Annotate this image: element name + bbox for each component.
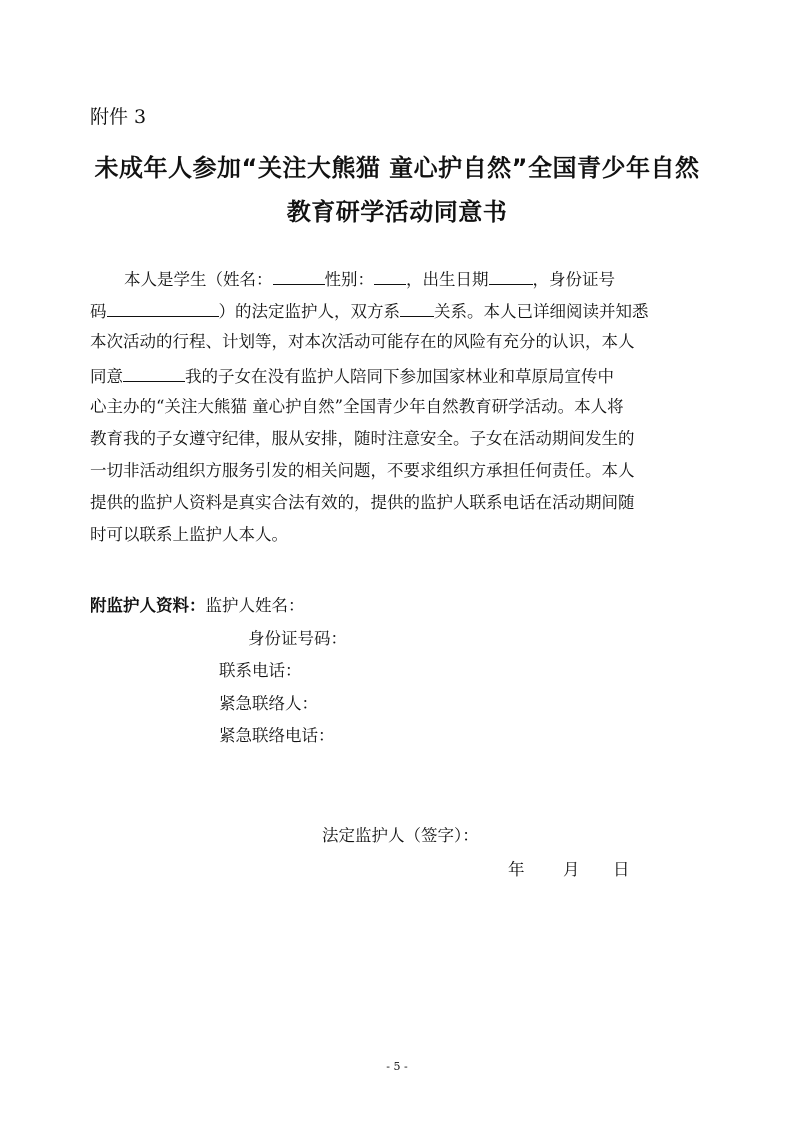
body-text: 关系。本人已详细阅读并知悉 [434, 302, 649, 321]
body-line-8: 提供的监护人资料是真实合法有效的，提供的监护人联系电话在活动期间随 [90, 493, 635, 512]
document-title-line-2: 教育研学活动同意书 [286, 198, 508, 226]
body-line-6: 教育我的子女遵守纪律，服从安排，随时注意安全。子女在活动期间发生的 [90, 429, 635, 448]
signature-label: 法定监护人（签字）： [322, 826, 479, 845]
student-name-blank[interactable] [273, 268, 325, 285]
body-text: 我的子女在没有监护人陪同下参加国家林业和草原局宣传中 [185, 367, 614, 386]
body-text: ，出生日期 [406, 270, 489, 289]
body-line-4 [90, 365, 614, 387]
birth-date-blank[interactable] [489, 268, 533, 285]
relationship-blank[interactable] [400, 300, 434, 317]
body-text: 本人是学生（姓名： [124, 270, 273, 289]
date-month: 月 [563, 860, 580, 879]
document-title-line-1: 未成年人参加“关注大熊猫 童心护自然”全国青少年自然 [94, 154, 700, 182]
body-text: 码 [90, 302, 107, 321]
guardian-id-label: 身份证号码： [248, 629, 347, 648]
date-day: 日 [613, 860, 630, 879]
body-line-1 [124, 268, 615, 290]
body-line-5: 心主办的“关注大熊猫 童心护自然”全国青少年自然教育研学活动。本人将 [90, 397, 624, 416]
guardian-phone-label: 联系电话： [219, 661, 302, 680]
attachment-label: 附件 3 [90, 106, 147, 128]
body-line-9: 时可以联系上监护人本人。 [90, 525, 288, 544]
guardian-heading: 附监护人资料： [90, 596, 206, 615]
consent-name-blank[interactable] [123, 365, 185, 382]
body-line-7: 一切非活动组织方服务引发的相关问题，不要求组织方承担任何责任。本人 [90, 461, 635, 480]
guardian-name-label: 监护人姓名： [205, 596, 305, 615]
emergency-phone-label: 紧急联络电话： [219, 726, 335, 745]
body-line-3: 本次活动的行程、计划等，对本次活动可能存在的风险有充分的认识，本人 [90, 332, 635, 351]
page-number: - 5 - [386, 1060, 408, 1073]
body-text: ）的法定监护人，双方系 [218, 302, 400, 321]
body-text: 同意 [90, 367, 123, 386]
gender-blank[interactable] [374, 268, 406, 285]
body-text: 性别： [324, 270, 374, 289]
id-number-blank[interactable] [107, 300, 219, 317]
body-text: ，身份证号 [532, 270, 615, 289]
emergency-contact-label: 紧急联络人： [219, 694, 318, 713]
date-year: 年 [508, 860, 525, 879]
body-line-2 [90, 300, 649, 322]
guardian-heading-row [90, 592, 305, 616]
